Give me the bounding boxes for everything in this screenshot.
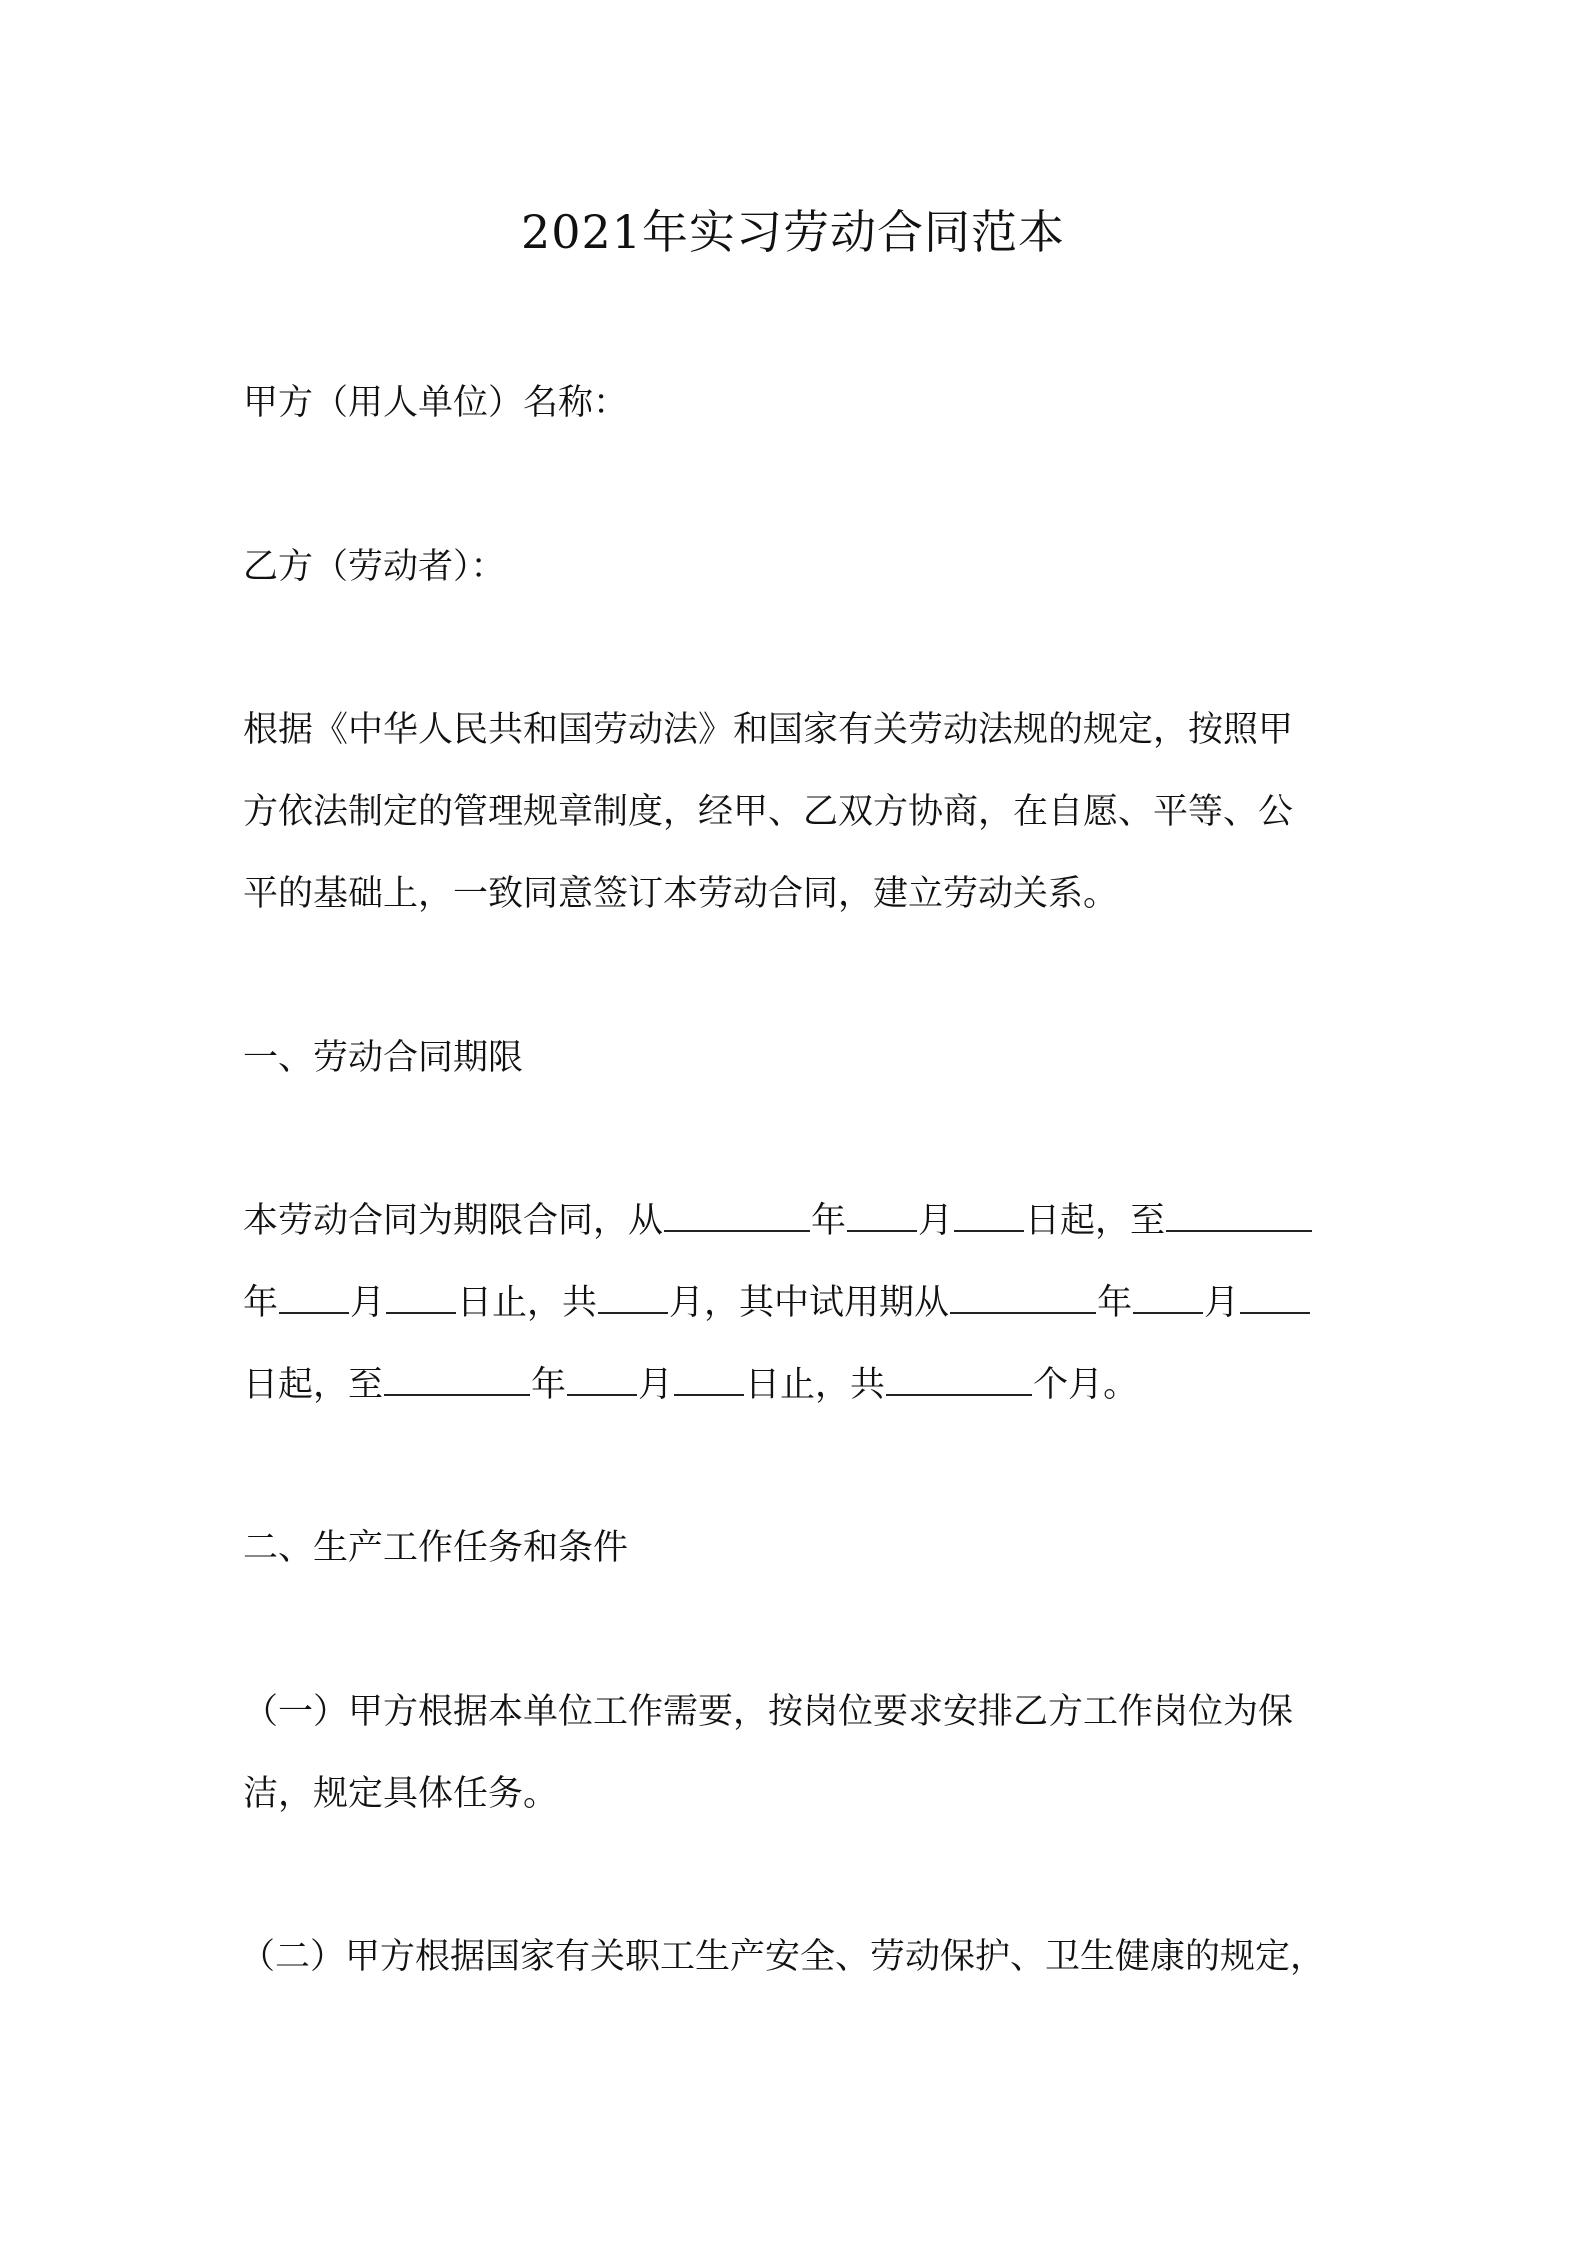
term-text: 月 bbox=[918, 1201, 954, 1241]
item-1-line-2: 洁，规定具体任务。 bbox=[243, 1774, 559, 1814]
term-text: 本劳动合同为期限合同，从 bbox=[243, 1201, 664, 1241]
term-text: 月 bbox=[638, 1365, 674, 1405]
fill-blank bbox=[954, 1196, 1024, 1232]
fill-blank bbox=[847, 1196, 917, 1232]
intro-line-3: 平的基础上，一致同意签订本劳动合同，建立劳动关系。 bbox=[243, 874, 1119, 914]
fill-blank bbox=[386, 1278, 456, 1314]
term-text: 月 bbox=[1204, 1283, 1240, 1323]
term-text: 日止，共 bbox=[745, 1365, 886, 1405]
term-text: 日止，共 bbox=[457, 1283, 598, 1323]
section-2-heading: 二、生产工作任务和条件 bbox=[243, 1528, 629, 1568]
term-text: 年 bbox=[1097, 1283, 1133, 1323]
intro-line-1: 根据《中华人民共和国劳动法》和国家有关劳动法规的规定，按照甲 bbox=[243, 710, 1294, 750]
term-line-3 bbox=[243, 1360, 1138, 1410]
fill-blank bbox=[1166, 1196, 1312, 1232]
term-text: 月 bbox=[350, 1283, 386, 1323]
term-text: 日起，至 bbox=[1025, 1201, 1166, 1241]
fill-blank bbox=[567, 1360, 637, 1396]
fill-blank bbox=[384, 1360, 530, 1396]
term-text: 个月。 bbox=[1033, 1365, 1139, 1405]
intro-line-2: 方依法制定的管理规章制度，经甲、乙双方协商，在自愿、平等、公 bbox=[243, 792, 1294, 832]
term-text: 日起，至 bbox=[243, 1365, 384, 1405]
fill-blank bbox=[664, 1196, 810, 1232]
fill-blank bbox=[598, 1278, 668, 1314]
fill-blank bbox=[886, 1360, 1032, 1396]
party-b-line: 乙方（劳动者）： bbox=[243, 547, 506, 587]
party-a-line: 甲方（用人单位）名称： bbox=[243, 383, 629, 423]
term-text: 年 bbox=[243, 1283, 279, 1323]
fill-blank bbox=[1240, 1278, 1310, 1314]
term-line-1 bbox=[243, 1196, 1313, 1246]
fill-blank bbox=[279, 1278, 349, 1314]
fill-blank bbox=[950, 1278, 1096, 1314]
section-1-heading: 一、劳动合同期限 bbox=[243, 1038, 524, 1078]
term-text: 月，其中试用期从 bbox=[669, 1283, 950, 1323]
document-title: 2021年实习劳动合同范本 bbox=[520, 205, 1066, 259]
term-text: 年 bbox=[531, 1365, 567, 1405]
item-1-line-1: （一）甲方根据本单位工作需要，按岗位要求安排乙方工作岗位为保 bbox=[243, 1692, 1294, 1732]
fill-blank bbox=[674, 1360, 744, 1396]
term-line-2 bbox=[243, 1278, 1311, 1328]
item-2-line-1: （二）甲方根据国家有关职工生产安全、劳动保护、卫生健康的规定， bbox=[240, 1937, 1326, 1977]
fill-blank bbox=[1133, 1278, 1203, 1314]
term-text: 年 bbox=[811, 1201, 847, 1241]
